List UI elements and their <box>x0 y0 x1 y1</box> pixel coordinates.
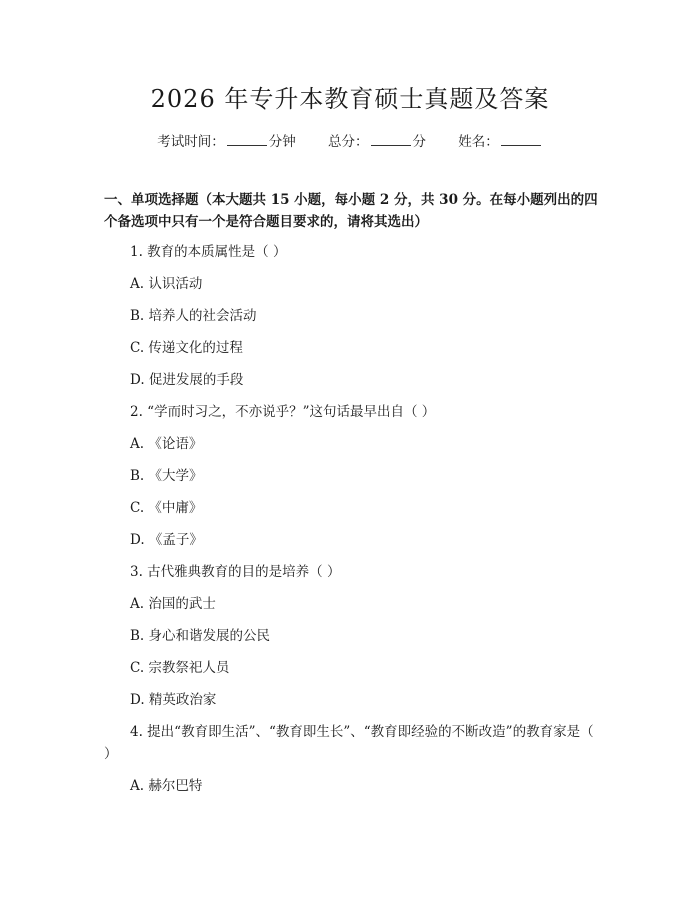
exam-time-label: 考试时间： <box>157 134 225 150</box>
total-score-label: 总分： <box>328 134 369 150</box>
question-option: B. 身心和谐发展的公民 <box>130 628 271 644</box>
exam-info-line <box>0 131 700 152</box>
exam-time-field <box>157 131 296 152</box>
question-option: C. 传递文化的过程 <box>130 340 243 356</box>
student-name-label: 姓名： <box>458 134 499 150</box>
question-option: A. 赫尔巴特 <box>130 778 203 794</box>
exam-time-unit: 分钟 <box>268 134 296 150</box>
question-option: D. 精英政治家 <box>130 692 217 708</box>
question-stem: 4. 提出“教育即生活”、“教育即生长”、“教育即经验的不断改造”的教育家是（ ） <box>104 724 594 762</box>
student-name-field <box>458 131 543 152</box>
exam-time-blank <box>227 131 267 146</box>
page-title: 2026 年专升本教育硕士真题及答案 <box>150 85 550 113</box>
total-score-unit: 分 <box>412 134 426 150</box>
question-option: D. 《孟子》 <box>130 532 203 548</box>
question-option: D. 促进发展的手段 <box>130 372 244 388</box>
section-heading: 一、单项选择题（本大题共 15 小题，每小题 2 分，共 30 分。在每小题列出的四个备选项中只有一个是符合题目要求的，请将其选出） <box>104 192 598 230</box>
question-stem: 1. 教育的本质属性是（ ） <box>130 244 287 260</box>
total-score-field <box>328 131 426 152</box>
question-option: C. 《中庸》 <box>130 500 203 516</box>
question-list <box>104 241 600 807</box>
total-score-blank <box>371 131 411 146</box>
question-option: C. 宗教祭祀人员 <box>130 660 230 676</box>
question-option: A. 治国的武士 <box>130 596 216 612</box>
question-option: B. 《大学》 <box>130 468 203 484</box>
student-name-blank <box>501 131 541 146</box>
question-stem: 2. “学而时习之，不亦说乎？”这句话最早出自（ ） <box>130 404 436 420</box>
question-option: A. 认识活动 <box>130 276 203 292</box>
question-option: A. 《论语》 <box>130 436 203 452</box>
question-option: B. 培养人的社会活动 <box>130 308 257 324</box>
question-stem: 3. 古代雅典教育的目的是培养（ ） <box>130 564 341 580</box>
